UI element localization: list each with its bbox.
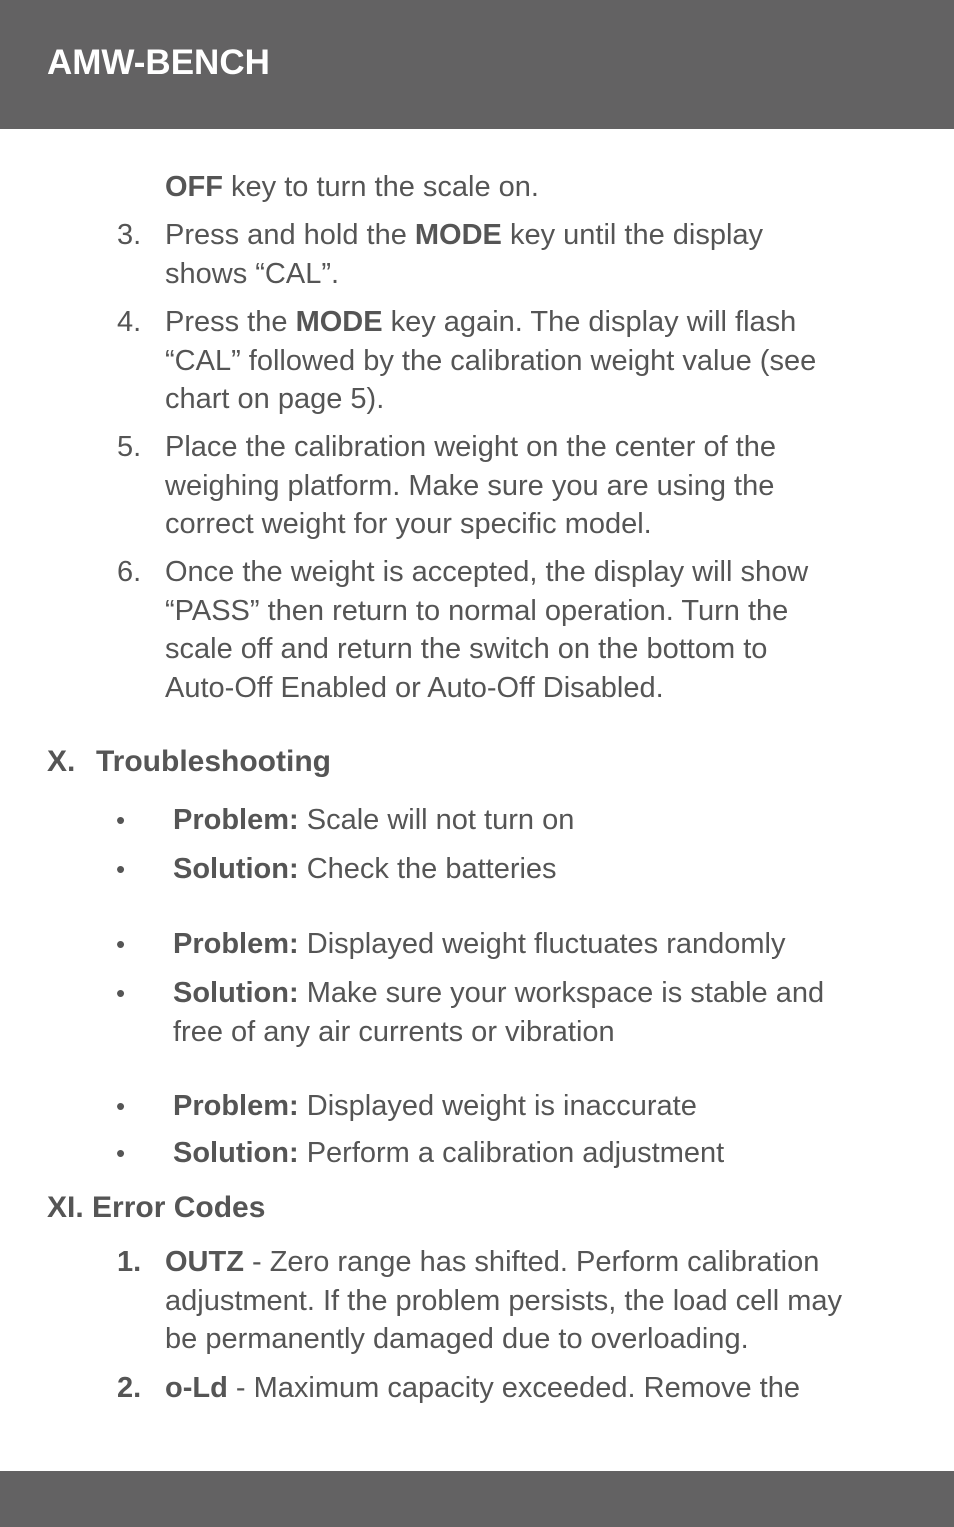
text-line	[173, 925, 786, 964]
bullet: •	[116, 854, 126, 884]
solution-text	[173, 850, 557, 889]
text-run: Once the weight is accepted, the display will show	[165, 556, 809, 588]
text-line	[165, 1369, 800, 1408]
text-run: adjustment. If the problem persists, the load cell may	[165, 1284, 842, 1317]
bold-text: OFF	[165, 171, 223, 203]
text-run: Auto-Off Enabled or Auto-Off Disabled.	[165, 671, 664, 704]
text-run: Check the batteries	[298, 853, 557, 885]
text-run: chart on page 5).	[165, 383, 385, 415]
text-run: Perform a calibration adjustment	[298, 1137, 725, 1169]
error-text	[165, 1243, 842, 1359]
text-line	[165, 467, 776, 506]
text-run: Place the calibration weight on the center of the	[165, 431, 776, 463]
page-header	[0, 0, 954, 129]
step-text	[165, 303, 816, 419]
step-text	[165, 428, 776, 544]
solution-text	[173, 974, 824, 1051]
text-run: Displayed weight is inaccurate	[298, 1090, 697, 1122]
page-footer	[0, 1471, 954, 1527]
text-run: “PASS” then return to normal operation. Turn the	[165, 594, 789, 627]
bold-text: Problem:	[173, 928, 299, 960]
text-run: “CAL” followed by the calibration weight value (see	[165, 344, 817, 377]
step-number: 3.	[117, 219, 142, 251]
text-line	[165, 255, 763, 294]
text-run: - Zero range has shifted. Perform calibration	[243, 1246, 820, 1278]
text-line	[173, 1134, 724, 1173]
bold-text: Problem:	[173, 1090, 299, 1122]
problem-text	[173, 801, 574, 840]
bullet: •	[116, 805, 126, 835]
error-number: 2.	[117, 1372, 142, 1404]
text-run: Make sure your workspace is stable and	[298, 977, 825, 1009]
problem-text	[173, 1087, 697, 1126]
text-line	[165, 303, 816, 342]
text-line	[173, 801, 574, 840]
text-run: correct weight for your specific model.	[165, 508, 652, 540]
step-number: 5.	[117, 431, 142, 463]
text-line	[173, 974, 824, 1013]
text-run: scale off and return the switch on the bottom to	[165, 633, 768, 665]
step-text	[165, 216, 763, 293]
section-heading: XI. Error Codes	[47, 1191, 266, 1224]
text-line	[165, 216, 763, 255]
bold-text: Problem:	[173, 804, 299, 836]
text-line	[173, 1087, 697, 1126]
text-line	[173, 850, 557, 889]
text-line	[173, 1013, 824, 1052]
text-run: - Maximum capacity exceeded. Remove the	[227, 1372, 800, 1404]
text-line	[165, 1320, 842, 1359]
bullet: •	[116, 929, 126, 959]
text-run: Press and hold the	[165, 219, 415, 251]
step-number: 6.	[117, 556, 142, 588]
text-line	[165, 342, 816, 381]
error-text	[165, 1369, 800, 1408]
text-run: key until the display	[501, 219, 764, 251]
text-line	[165, 553, 808, 592]
section-heading: Troubleshooting	[96, 745, 331, 778]
header-title: AMW-BENCH	[47, 43, 270, 82]
text-line	[165, 505, 776, 544]
text-run: Press the	[165, 306, 296, 338]
step-text	[165, 553, 808, 707]
bullet: •	[116, 1091, 126, 1121]
bold-text: MODE	[295, 306, 383, 338]
text-run: Displayed weight fluctuates randomly	[298, 928, 786, 960]
text-line	[165, 380, 816, 419]
solution-text	[173, 1134, 724, 1173]
error-number: 1.	[117, 1246, 142, 1278]
text-line	[165, 1282, 842, 1321]
bullet: •	[116, 978, 126, 1008]
text-run: free of any air currents or vibration	[173, 1015, 615, 1048]
text-run: Scale will not turn on	[298, 804, 575, 836]
bullet: •	[116, 1138, 126, 1168]
bold-text: Solution:	[173, 1137, 299, 1169]
section-number: X.	[47, 745, 76, 778]
text-run: be permanently damaged due to overloading.	[165, 1323, 749, 1355]
text-run: key to turn the scale on.	[223, 171, 539, 203]
text-line	[165, 1243, 842, 1282]
problem-text	[173, 925, 786, 964]
bold-text: Solution:	[173, 977, 299, 1009]
step-number: 4.	[117, 306, 142, 338]
text-line	[165, 168, 539, 207]
text-line	[165, 669, 808, 708]
bold-text: Solution:	[173, 853, 299, 885]
text-line	[165, 428, 776, 467]
text-run: key again. The display will flash	[382, 306, 797, 338]
text-run: weighing platform. Make sure you are using the	[165, 469, 775, 502]
text-line	[165, 630, 808, 669]
bold-text: MODE	[414, 219, 502, 251]
bold-text: o-Ld	[165, 1372, 228, 1404]
step-text	[165, 168, 539, 207]
text-run: shows “CAL”.	[165, 257, 340, 290]
bold-text: OUTZ	[165, 1246, 244, 1278]
text-line	[165, 592, 808, 631]
